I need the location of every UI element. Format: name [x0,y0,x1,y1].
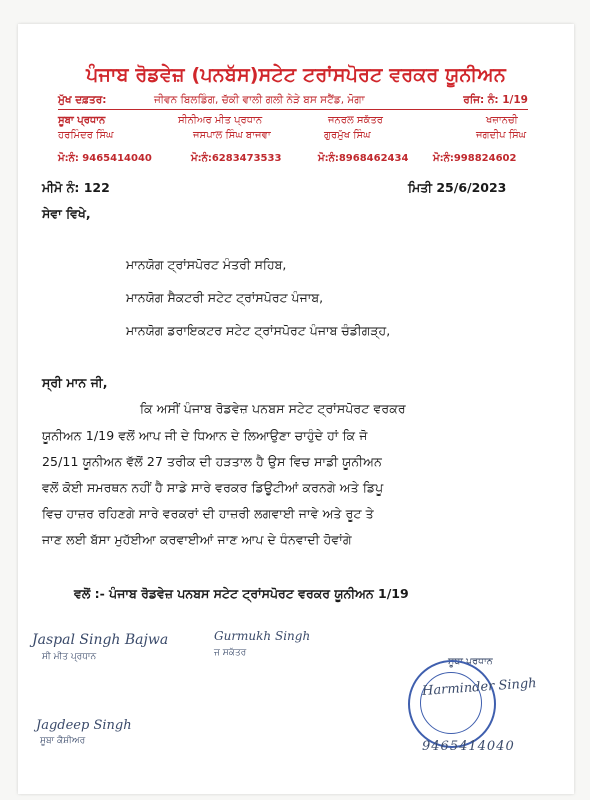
signature-jagdeep: Jagdeep Singh [36,718,132,733]
registration-number: ਰਜਿ: ਨੰ: 1/19 [463,94,528,106]
officer-role: ਸੂਬਾ ਪ੍ਰਧਾਨ [58,115,106,126]
signature-phone: 9465414040 [422,739,515,754]
officer-phone: ਮੋ:ਨੰ:8968462434 [318,153,409,164]
office-address: ਜੀਵਨ ਬਿਲਡਿੰਗ, ਚੱਕੀ ਵਾਲੀ ਗਲੀ ਨੇੜੇ ਬਸ ਸਟੈਂਡ, ਮੋਗਾ [154,94,365,106]
officer-name: ਗੁਰਮੁੱਖ ਸਿੰਘ [324,130,371,141]
officer-phone: ਮੋ:ਨੰ: 9465414040 [58,153,152,164]
office-label: ਮੁੱਖ ਦਫ਼ਤਰ: [58,94,107,106]
body-line: ਯੂਨੀਅਨ 1/19 ਵਲੋਂ ਆਪ ਜੀ ਦੇ ਧਿਆਨ ਦੇ ਲਿਆਉਣਾ ਚਾਹੁੰਦੇ ਹਾਂ ਕਿ ਜੋ [42,428,368,443]
officer-phone: ਮੋ:ਨੰ:998824602 [433,153,517,164]
signature-role: ਸੀ ਮੀਤ ਪ੍ਰਧਾਨ [42,652,97,662]
signature-role: ਸੂਬਾ ਪ੍ਰਧਾਨ [448,656,493,667]
signature-role: ਜ ਸਕੱਤਰ [214,648,247,658]
officer-role: ਖਜ਼ਾਨਚੀ [486,115,518,126]
letter-date: ਮਿਤੀ 25/6/2023 [408,180,507,195]
officer-name: ਹਰਮਿੰਦਰ ਸਿੰਘ [58,130,114,141]
body-line: 25/11 ਯੂਨੀਅਨ ਵੱਲੋਂ 27 ਤਰੀਕ ਦੀ ਹੜਤਾਲ ਹੈ ਉਸ ਵਿਚ ਸਾਡੀ ਯੂਨੀਅਨ [42,454,382,469]
signature-harminder: Harminder Singh [421,676,538,699]
addressee-line: ਮਾਨਯੋਗ ਡਰਾਇਕਟਰ ਸਟੇਟ ਟ੍ਰਾਂਸਪੋਰਟ ਪੰਜਾਬ ਚੰਡੀਗੜ੍ਹ, [126,323,391,338]
officer-role: ਜਨਰਲ ਸਕੱਤਰ [328,115,383,126]
body-line: ਵਲੋਂ ਕੋਈ ਸਮਰਥਨ ਨਹੀਂ ਹੈ ਸਾਡੇ ਸਾਰੇ ਵਰਕਰ ਡਿਊਟੀਆਂ ਕਰਨਗੇ ਅਤੇ ਡਿਪੂ [42,480,384,495]
officer-phone: ਮੋ:ਨੰ:6283473533 [191,153,282,164]
header-divider [58,109,528,110]
signature-role: ਸੂਬਾ ਕੈਸ਼ੀਅਰ [40,736,86,746]
officer-name: ਜਗਦੀਪ ਸਿੰਘ [476,130,527,141]
officer-role: ਸੀਨੀਅਰ ਮੀਤ ਪ੍ਰਧਾਨ [178,115,263,126]
memo-number: ਮੀਮੋ ਨੰ: 122 [42,180,110,195]
body-line: ਵਿਚ ਹਾਜ਼ਰ ਰਹਿਣਗੇ ਸਾਰੇ ਵਰਕਰਾਂ ਦੀ ਹਾਜ਼ਰੀ ਲਗਵਾਈ ਜਾਵੇ ਅਤੇ ਰੂਟ ਤੇ [42,506,374,521]
addressee-line: ਮਾਨਯੋਗ ਸੈਕਟਰੀ ਸਟੇਟ ਟ੍ਰਾਂਸਪੋਰਟ ਪੰਜਾਬ, [126,290,324,305]
body-line: ਕਿ ਅਸੀਂ ਪੰਜਾਬ ਰੋਡਵੇਜ਼ ਪਨਬਸ ਸਟੇਟ ਟ੍ਰਾਂਸਪੋਰਟ ਵਰਕਰ [140,401,406,416]
union-title: ਪੰਜਾਬ ਰੋਡਵੇਜ਼ (ਪਨਬੱਸ)ਸਟੇਟ ਟਰਾਂਸਪੋਰਟ ਵਰਕਰ ਯੂਨੀਅਨ [86,64,506,86]
salutation: ਸ੍ਰੀ ਮਾਨ ਜੀ, [42,375,108,390]
signature-gurmukh: Gurmukh Singh [214,629,311,643]
body-line: ਜਾਣ ਲਈ ਬੱਸਾ ਮੁਹੱਈਆ ਕਰਵਾਈਆਂ ਜਾਣ ਆਪ ਦੇ ਧੰਨਵਾਦੀ ਹੋਵਾਂਗੇ [42,532,352,547]
union-seal-stamp [408,660,496,748]
from-line: ਵਲੋਂ :- ਪੰਜਾਬ ਰੋਡਵੇਜ਼ ਪਨਬਸ ਸਟੇਟ ਟ੍ਰਾਂਸਪੋਰਟ ਵਰਕਰ ਯੂਨੀਅਨ 1/19 [74,586,409,601]
officer-name: ਜਸਪਾਲ ਸਿੰਘ ਬਾਜਵਾ [193,130,271,141]
greeting: ਸੇਵਾ ਵਿਖੇ, [42,206,91,221]
signature-jaspal: Jaspal Singh Bajwa [32,632,169,648]
letter-page [18,24,574,794]
addressee-line: ਮਾਨਯੋਗ ਟ੍ਰਾਂਸਪੋਰਟ ਮੰਤਰੀ ਸਹਿਬ, [126,257,287,272]
